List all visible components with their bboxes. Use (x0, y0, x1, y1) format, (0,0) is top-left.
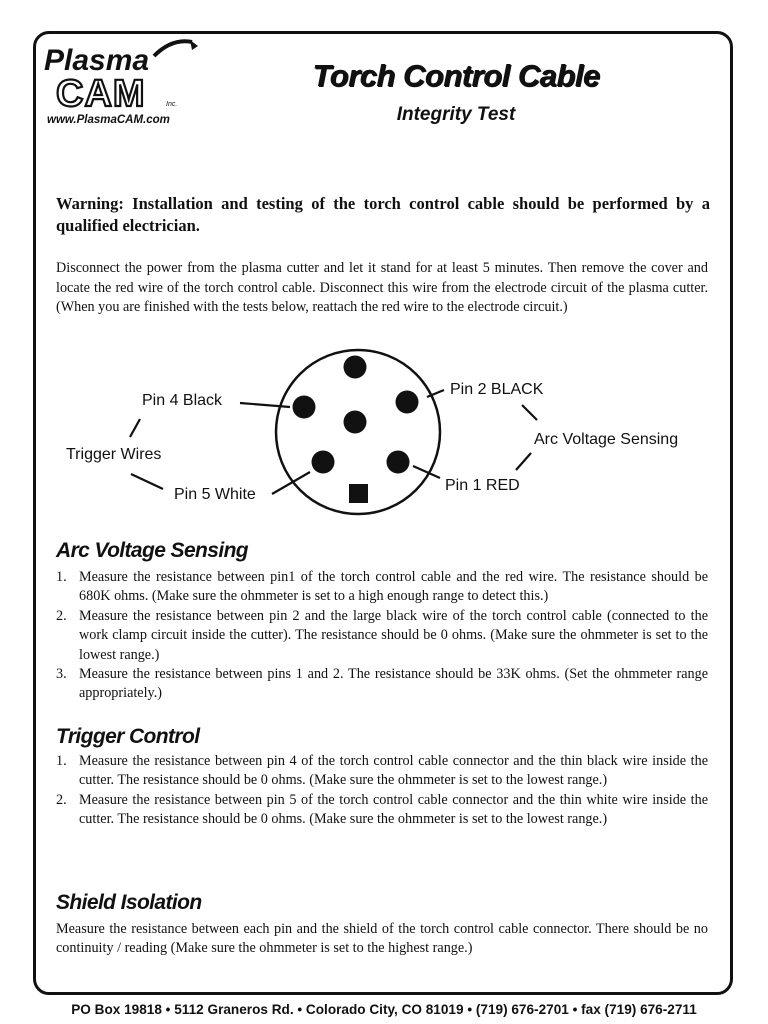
item-text: Measure the resistance between pin1 of the torch control cable and the red wire. The resistance should be 680K ohms. (Make sure the ohmmeter is set to a high enough range to detect this.) (79, 569, 708, 605)
trigger-control-steps (56, 752, 708, 830)
plasmacam-logo (42, 36, 202, 136)
pin-5-label: Pin 5 White (174, 486, 256, 503)
page-border (33, 31, 733, 995)
contact-footer: PO Box 19818 • 5112 Graneros Rd. • Colorado City, CO 81019 • (719) 676-2701 • fax (719) 676-2711 (71, 1002, 697, 1017)
arc-voltage-label: Arc Voltage Sensing (534, 431, 679, 448)
arc-voltage-steps (56, 568, 708, 704)
logo-inc-text: Inc. (166, 101, 178, 108)
item-number: 1. (56, 753, 67, 769)
logo-plasma-text: Plasma (44, 44, 150, 77)
pin-2-label: Pin 2 BLACK (450, 381, 544, 398)
logo-cam-text: CAM (56, 73, 146, 115)
shield-isolation-heading: Shield Isolation (56, 891, 202, 914)
shield-isolation-text: Measure the resistance between each pin and the shield of the torch control cable connector. There should be no continuity / reading (Make sure the ohmmeter is set to the highest range.) (56, 921, 708, 957)
list-item (56, 791, 708, 830)
item-number: 3. (56, 666, 67, 683)
item-number: 1. (56, 569, 67, 585)
item-number: 2. (56, 791, 67, 808)
item-text: Measure the resistance between pin 5 of the torch control cable connector and the thin white wire inside the cutter. The resistance should be 0 ohms. (Make sure the ohmmeter is set to the lowest range.) (79, 791, 708, 828)
warning-text: Warning: Installation and testing of the torch control cable should be performed by a qualified electrician. (56, 194, 710, 235)
item-number: 2. (56, 607, 67, 624)
intro-paragraph: Disconnect the power from the plasma cutter and let it stand for at least 5 minutes. Then remove the cover and locate the red wire of the torch control cable. Disconnect this wire from the electrode circuit of the plasma cutter. (When you are finished with the tests below, reattach the red wire to the electrode circuit.) (56, 260, 708, 316)
list-item (56, 752, 708, 791)
item-text: Measure the resistance between pin 4 of the torch control cable connector and the thin black wire inside the cutter. The resistance should be 0 ohms. (Make sure the ohmmeter is set to the lowest range.) (79, 753, 708, 789)
item-text: Measure the resistance between pins 1 and 2. The resistance should be 33K ohms. (Set the ohmmeter range appropriately.) (79, 666, 708, 702)
trigger-control-heading: Trigger Control (56, 725, 200, 748)
list-item (56, 665, 708, 704)
page-subtitle: Integrity Test (396, 104, 516, 125)
pin-1-label: Pin 1 RED (445, 477, 520, 494)
item-text: Measure the resistance between pin 2 and the large black wire of the torch control cable (connected to the work clamp circuit inside the cutter). The resistance should be 0 ohms. (Make sure the ohmmeter is set to the lowest range.) (79, 607, 708, 663)
list-item (56, 568, 708, 607)
pin-4-label: Pin 4 Black (142, 392, 223, 409)
website-url: www.PlasmaCAM.com (47, 114, 170, 126)
page-title: Torch Control Cable (312, 58, 600, 93)
arc-voltage-heading: Arc Voltage Sensing (56, 539, 249, 562)
plasmacam-logo-mark (42, 36, 202, 116)
trigger-wires-label: Trigger Wires (66, 446, 162, 463)
list-item (56, 607, 708, 665)
